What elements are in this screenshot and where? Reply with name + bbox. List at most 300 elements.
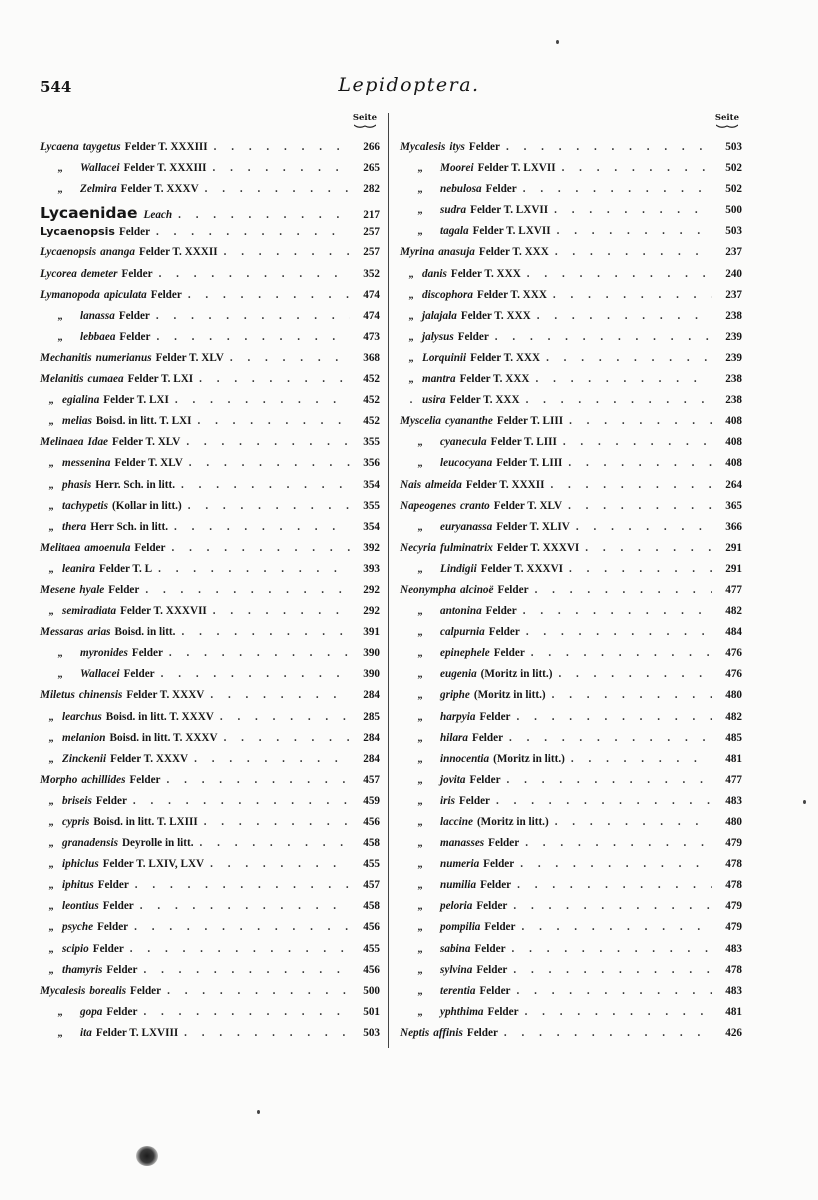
ditto-mark: „	[408, 310, 414, 322]
page-reference: 481	[725, 1005, 742, 1018]
running-title: Lepidoptera.	[338, 74, 480, 96]
dot-leader	[189, 457, 350, 469]
page-reference: 408	[725, 457, 742, 470]
author-reference: Felder T. LXI	[127, 373, 194, 386]
author-reference: Felder T. XXXIII	[123, 162, 207, 175]
author-reference: Felder	[92, 942, 124, 955]
author-reference: Felder	[479, 710, 511, 723]
index-entry	[40, 246, 380, 267]
species-name: Zelmira	[80, 183, 117, 196]
index-entry	[40, 563, 380, 584]
index-entry	[400, 647, 742, 668]
page-reference: 237	[725, 246, 742, 259]
species-name: affinis	[433, 1026, 463, 1039]
entry-list	[40, 141, 380, 1048]
species-name: achillides	[81, 773, 126, 786]
author-reference: Felder T. XXXIII	[124, 141, 208, 153]
page-reference: 473	[363, 330, 380, 343]
index-entry	[40, 943, 380, 964]
page-reference: 503	[363, 1026, 380, 1039]
author-reference: Felder	[497, 583, 529, 596]
dot-leader	[205, 183, 350, 195]
page-reference: 457	[363, 773, 380, 786]
dot-leader	[520, 858, 712, 870]
dot-leader	[161, 668, 350, 680]
dot-leader	[188, 500, 350, 512]
page-reference: 501	[363, 1005, 380, 1018]
ditto-mark: „	[48, 395, 54, 407]
index-entry	[40, 352, 380, 373]
species-name: pompilia	[440, 921, 481, 934]
entry-list	[400, 141, 742, 1048]
ditto-mark: „	[417, 901, 423, 913]
index-entry	[40, 879, 380, 900]
species-name: numilia	[440, 879, 477, 892]
page-reference: 485	[725, 731, 742, 744]
dot-leader	[507, 774, 712, 786]
dot-leader	[135, 879, 350, 891]
author-reference: Herr Sch. in litt.	[90, 520, 169, 533]
page-reference: 478	[725, 963, 742, 976]
index-entry	[400, 753, 742, 774]
dot-leader	[134, 921, 350, 933]
author-reference: Felder T. XLV	[155, 351, 224, 364]
ditto-mark: „	[48, 795, 54, 807]
index-entry	[40, 732, 380, 753]
dot-leader	[194, 753, 350, 765]
ink-speck	[803, 800, 806, 804]
index-entry	[400, 141, 742, 162]
ditto-mark: „	[48, 753, 54, 765]
author-reference: Felder	[483, 858, 515, 871]
species-name: cypris	[62, 816, 90, 828]
page-reference: 408	[725, 436, 742, 449]
author-reference: Felder	[118, 226, 151, 239]
species-name: amoenula	[84, 541, 131, 554]
species-name: lanassa	[80, 309, 115, 322]
author-reference: Felder	[119, 330, 151, 343]
species-name: leanira	[62, 562, 95, 575]
author-reference: Felder	[476, 963, 508, 976]
author-reference: Felder	[129, 773, 161, 786]
author-reference: Felder T. LXVII	[477, 162, 556, 175]
ditto-mark: „	[417, 817, 423, 828]
author-reference: Felder T. LIII	[496, 415, 564, 428]
species-name: iris	[440, 794, 455, 807]
species-name: laccine	[440, 816, 473, 828]
page-reference: 455	[363, 942, 380, 955]
author-reference: (Moritz in litt.)	[473, 689, 546, 702]
ditto-mark: „	[417, 690, 423, 702]
ditto-mark: „	[408, 268, 414, 280]
page-reference: 479	[725, 900, 742, 913]
author-reference: Felder T. LXVII	[472, 225, 551, 238]
author-reference: Boisd. in litt. T. LXI	[95, 415, 192, 428]
author-reference: Felder	[134, 541, 166, 554]
page-reference: 354	[363, 520, 380, 533]
dot-leader	[204, 816, 350, 828]
ditto-mark: „	[48, 500, 54, 512]
author-reference: Felder T. LIII	[490, 436, 557, 449]
dot-leader	[224, 246, 350, 258]
author-reference: Boisd. in litt. T. LXIII	[93, 816, 198, 828]
author-reference: Felder	[480, 879, 512, 892]
index-entry	[40, 141, 380, 162]
index-entry	[400, 289, 742, 310]
author-reference: Felder	[106, 963, 138, 976]
dot-leader	[509, 732, 712, 744]
species-name: borealis	[89, 984, 127, 997]
dot-leader	[181, 479, 350, 491]
author-reference: Felder T. XXXII	[138, 246, 218, 259]
index-entry	[40, 985, 380, 1006]
page-reference: 426	[725, 1026, 742, 1039]
dot-leader	[576, 521, 712, 533]
index-entry	[40, 310, 380, 331]
genus-name: Lycaenopsis	[40, 246, 97, 259]
ditto-mark: „	[417, 943, 423, 955]
dot-leader	[197, 415, 350, 427]
dot-leader	[563, 436, 712, 448]
author-reference: Herr. Sch. in litt.	[95, 478, 175, 491]
species-name: eugenia	[440, 668, 477, 681]
dot-leader	[143, 964, 350, 976]
species-name: sudra	[440, 204, 467, 217]
page-reference: 474	[363, 309, 380, 322]
dot-leader	[496, 795, 712, 807]
page-reference: 355	[363, 436, 380, 449]
ditto-mark: „	[48, 817, 54, 828]
species-name: messenina	[62, 457, 111, 470]
author-reference: Felder T. XXX	[459, 373, 530, 386]
genus-name: Nais	[400, 478, 422, 491]
species-name: hyale	[79, 583, 105, 596]
page-reference: 291	[725, 541, 742, 554]
species-name: cyananthe	[445, 415, 493, 428]
page-number: 544	[40, 78, 72, 96]
species-name: usira	[422, 394, 446, 407]
ditto-mark: „	[408, 374, 414, 386]
species-name: cranto	[459, 499, 490, 512]
species-name: phasis	[62, 478, 92, 491]
index-entry	[400, 711, 742, 732]
dot-leader	[569, 563, 712, 575]
index-entry	[400, 879, 742, 900]
index-entry	[400, 521, 742, 542]
page-reference: 477	[725, 773, 742, 786]
ditto-mark: „	[57, 331, 63, 343]
species-name: lebbaea	[80, 330, 116, 343]
dot-leader	[175, 394, 350, 406]
index-entry	[400, 246, 742, 267]
page-reference: 456	[363, 816, 380, 828]
page-reference: 482	[725, 710, 742, 723]
dot-leader	[178, 209, 350, 221]
page-reference: 502	[725, 162, 742, 175]
index-entry	[400, 479, 742, 500]
page-reference: 457	[363, 879, 380, 892]
index-entry	[40, 373, 380, 394]
ditto-mark: „	[417, 838, 423, 850]
page-reference: 365	[725, 499, 742, 512]
index-entry	[400, 584, 742, 605]
page-reference: 284	[363, 731, 380, 744]
species-name: hilara	[440, 731, 468, 744]
author-reference: Felder	[479, 984, 511, 997]
index-entry	[400, 605, 742, 626]
page-reference: 452	[363, 373, 380, 386]
species-name: innocentia	[440, 752, 490, 765]
author-reference: Felder	[468, 141, 500, 153]
ditto-mark: „	[417, 648, 423, 660]
dot-leader	[555, 246, 712, 258]
dot-leader	[527, 268, 712, 280]
index-entry	[400, 415, 742, 436]
ditto-mark: „	[417, 458, 423, 470]
dot-leader	[537, 310, 712, 322]
dot-leader	[213, 605, 350, 617]
page-reference: 483	[725, 794, 742, 807]
dot-leader	[525, 837, 712, 849]
species-name: apiculata	[103, 288, 147, 301]
page-reference: 284	[363, 689, 380, 702]
species-name: almeida	[425, 478, 462, 491]
ditto-mark: „	[48, 922, 54, 934]
dot-leader	[504, 1027, 712, 1039]
author-reference: Felder	[474, 942, 506, 955]
ditto-mark: „	[48, 521, 54, 533]
species-name: yphthima	[440, 1005, 484, 1018]
species-name: danis	[422, 267, 447, 280]
page-reference: 264	[725, 478, 742, 491]
dot-leader	[562, 162, 712, 174]
species-name: tachypetis	[62, 499, 108, 512]
dot-leader	[143, 1006, 350, 1018]
index-entry	[400, 837, 742, 858]
dot-leader	[199, 373, 350, 385]
page-reference: 479	[725, 921, 742, 934]
index-entry	[40, 626, 380, 647]
author-reference: Boisd. in litt. T. XXXV	[105, 710, 214, 723]
species-name: leucocyana	[440, 457, 493, 470]
index-entry	[40, 689, 380, 710]
page-reference: 390	[363, 647, 380, 660]
index-entry	[400, 268, 742, 289]
dot-leader	[140, 900, 350, 912]
page-reference: 239	[725, 330, 742, 343]
index-entry	[40, 816, 380, 837]
species-name: sabina	[440, 942, 471, 955]
index-entry	[400, 162, 742, 183]
index-entry	[400, 732, 742, 753]
ditto-mark: „	[48, 416, 54, 428]
ditto-mark: „	[417, 163, 423, 175]
page-column-heading: Seite	[400, 113, 742, 141]
species-name: cumaea	[87, 373, 124, 386]
genus-name: Lycaenidae	[40, 204, 138, 223]
index-entry	[40, 795, 380, 816]
page-reference: 238	[725, 309, 742, 322]
index-entry	[40, 584, 380, 605]
species-name: egialina	[62, 394, 100, 407]
dot-leader	[184, 1027, 350, 1039]
dot-leader	[571, 753, 712, 765]
species-name: anasuja	[438, 246, 475, 259]
species-name: jalysus	[422, 330, 454, 343]
author-reference: Felder	[485, 183, 517, 196]
index-entry	[40, 331, 380, 352]
dot-leader	[156, 226, 350, 238]
dot-leader	[517, 985, 713, 997]
author-reference: Felder	[106, 1005, 138, 1018]
ditto-mark: „	[417, 711, 423, 723]
author-reference: (Moritz in litt.)	[480, 668, 553, 681]
author-reference: Felder	[95, 794, 127, 807]
species-name: gopa	[80, 1005, 103, 1018]
author-reference: Felder T. XXX	[450, 267, 521, 280]
ditto-mark: „	[417, 606, 423, 618]
ditto-mark: „	[417, 521, 423, 533]
page-reference: 282	[363, 183, 380, 196]
species-name: Idae	[87, 436, 109, 449]
genus-name: Lycaena	[40, 141, 79, 153]
ditto-mark: „	[57, 184, 63, 196]
ditto-mark: „	[48, 458, 54, 470]
author-reference: Felder	[108, 583, 140, 596]
genus-name: Lycorea	[40, 267, 77, 280]
dot-leader	[552, 689, 712, 701]
species-name: fulminatrix	[440, 541, 493, 554]
author-reference: Felder T. XXX	[476, 288, 547, 301]
species-name: briseis	[62, 794, 92, 807]
ditto-mark: „	[57, 163, 63, 175]
ditto-mark: „	[417, 795, 423, 807]
species-name: jovita	[440, 773, 466, 786]
species-name: manasses	[440, 837, 485, 850]
ditto-mark: „	[48, 880, 54, 892]
index-entry	[400, 542, 742, 563]
species-name: semiradiata	[62, 605, 117, 618]
index-entry	[400, 500, 742, 521]
author-reference: Felder T. LXI	[103, 394, 169, 407]
species-name: tagala	[440, 225, 469, 238]
page-reference: 503	[725, 225, 742, 238]
ditto-mark: „	[417, 1006, 423, 1018]
dot-leader	[569, 415, 712, 427]
page-reference: 217	[363, 209, 380, 222]
ditto-mark: „	[417, 985, 423, 997]
species-name: antonina	[440, 605, 482, 618]
author-reference: Felder	[485, 605, 517, 618]
index-entry	[40, 394, 380, 415]
author-reference: Felder	[487, 1005, 519, 1018]
ditto-mark: „	[408, 352, 414, 364]
author-reference: Felder	[484, 921, 516, 934]
author-reference: Felder	[97, 921, 129, 934]
dot-leader	[523, 605, 712, 617]
index-entry	[40, 415, 380, 436]
author-reference: Felder	[471, 731, 504, 744]
species-name: Wallacei	[80, 668, 120, 681]
dot-leader	[230, 352, 350, 364]
species-name: iphiclus	[62, 858, 99, 871]
dot-leader	[553, 289, 712, 301]
page-reference: 480	[725, 816, 742, 828]
author-reference: Felder T. XXXV	[120, 183, 199, 196]
ditto-mark: „	[417, 563, 423, 575]
ditto-mark: „	[48, 732, 54, 744]
ditto-mark: „	[48, 563, 54, 575]
page-reference: 458	[363, 900, 380, 913]
column-divider	[388, 113, 389, 1048]
page-column-heading: Seite	[40, 113, 380, 141]
species-name: itys	[449, 141, 465, 153]
genus-name: Mesene	[40, 583, 76, 596]
ditto-mark: „	[48, 711, 54, 723]
index-entry	[400, 626, 742, 647]
page-reference: 478	[725, 879, 742, 892]
author-reference: Felder T. XLIV	[496, 520, 570, 533]
ditto-mark: „	[57, 310, 63, 322]
species-name: taygetus	[82, 141, 121, 153]
genus-name: Lycaenopsis	[40, 225, 115, 239]
dot-leader	[159, 268, 350, 280]
ditto-mark: „	[417, 880, 423, 892]
page-reference: 500	[725, 204, 742, 217]
index-entry	[400, 900, 742, 921]
dot-leader	[513, 900, 712, 912]
page-reference: 474	[363, 288, 380, 301]
dot-leader	[133, 795, 350, 807]
page-reference: 456	[363, 963, 380, 976]
page-reference: 393	[363, 562, 380, 575]
brace-icon	[716, 124, 738, 129]
dot-leader	[130, 943, 350, 955]
index-entry	[40, 837, 380, 858]
page-reference: 476	[725, 668, 742, 681]
index-entry	[400, 373, 742, 394]
index-entry	[400, 563, 742, 584]
genus-name: Myrina	[400, 246, 435, 259]
index-entry	[400, 394, 742, 415]
index-entry	[400, 689, 742, 710]
species-name: griphe	[440, 689, 470, 702]
author-reference: Felder T. LIII	[496, 457, 563, 470]
ditto-mark: „	[417, 732, 423, 744]
author-reference: Felder T. XXX	[460, 309, 531, 322]
dot-leader	[558, 668, 712, 680]
page-reference: 292	[363, 583, 380, 596]
page-reference: 237	[725, 288, 742, 301]
dot-leader	[585, 542, 712, 554]
genus-name: Melanitis	[40, 373, 84, 386]
page-reference: 368	[363, 351, 380, 364]
species-name: alcinoë	[459, 583, 494, 596]
dot-leader	[495, 331, 712, 343]
ditto-mark: „	[48, 943, 54, 955]
ditto-mark: „	[408, 289, 414, 301]
index-entry	[400, 921, 742, 942]
species-name: cyanecula	[440, 436, 487, 449]
dot-leader	[513, 964, 712, 976]
index-entry	[40, 921, 380, 942]
dot-leader	[156, 310, 350, 322]
author-reference: Felder	[131, 647, 163, 660]
dot-leader	[512, 943, 712, 955]
page-reference: 285	[363, 710, 380, 723]
index-entry	[400, 331, 742, 352]
dot-leader	[568, 457, 712, 469]
